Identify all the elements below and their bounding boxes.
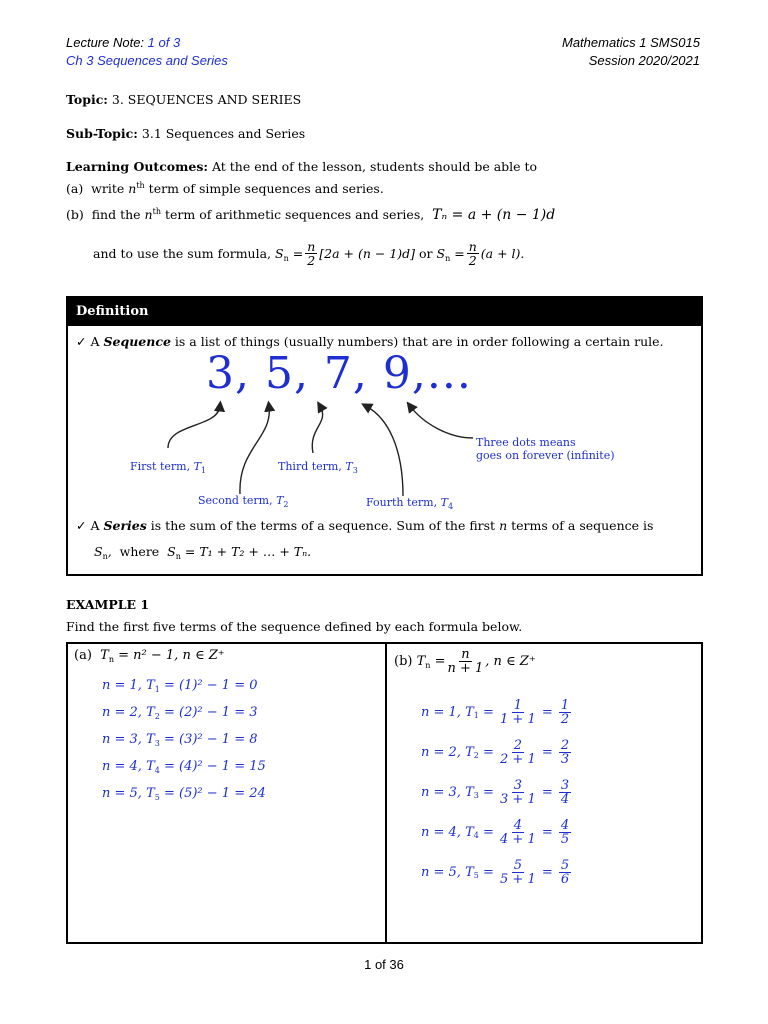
subtopic-line: Sub-Topic: 3.1 Sequences and Series — [66, 126, 306, 141]
arrow-fourth-term — [366, 406, 403, 496]
course-code: Mathematics 1 SMS015 — [561, 35, 700, 50]
outcome-sum-formula: and to use the sum formula, $S_n$ = $\frac{n}{2}$ [2a + (n − 1)d] or $S_n$ = $\frac{n}{2}$ (a + l). — [93, 238, 525, 268]
check-icon: ✓ — [76, 518, 87, 533]
outcome-b: (b) find the $n^{th}$ term of arithmetic sequences and series, Tₙ = a + (n − 1)d — [66, 207, 556, 223]
sum-formula-2: (a + l). — [480, 245, 525, 261]
label-second-term: Second term, $T_2$ — [198, 494, 289, 509]
chapter-title: Ch 3 Sequences and Series — [66, 53, 228, 68]
sequence-definition: ✓ A Sequence is a list of things (usually numbers) that are in order following a certain rule. — [76, 334, 664, 349]
series-formula-line: $S_n$, where $S_n = T_1 + T_2$ + … + Tₙ. — [94, 544, 312, 561]
part-b-row: n = 1, T 1 = $\frac{1}{1 + 1}$ = $\frac{1}{2}$ — [421, 697, 570, 727]
part-a-row: n = 3, $T_3 = (3)^2 - 1 = 8$ — [102, 732, 258, 748]
label-first-term: First term, $T_1$ — [130, 460, 207, 475]
part-b-row: n = 4, T 4 = $\frac{4}{4 + 1}$ = $\frac{4}{5}$ — [421, 817, 570, 847]
definition-heading: Definition — [68, 298, 701, 326]
page-number: 1 of 36 — [364, 957, 404, 972]
label-three-dots: Three dots means goes on forever (infinite) — [476, 436, 615, 462]
arrow-first-term — [168, 406, 220, 448]
series-formula: = T₁ + T₂ + … + Tₙ. — [184, 544, 312, 559]
part-a-formula: (a) $T_n = n^2 - 1$, n ∈ Z⁺ — [74, 648, 225, 664]
part-a-row: n = 2, $T_2 = (2)^2 - 1 = 3$ — [102, 705, 258, 721]
label-third-term: Third term, $T_3$ — [278, 460, 358, 475]
lecture-note-line: Lecture Note: 1 of 3 — [66, 35, 181, 50]
sum-formula-1: [2a + (n − 1)d] — [319, 245, 416, 261]
part-a-row: n = 1, $T_1 = (1)^2 - 1 = 0$ — [102, 678, 258, 694]
part-b-formula: (b) $T_n$ = $\frac{n}{n + 1}$ , n ∈ Z⁺ — [394, 647, 536, 676]
definition-box — [66, 296, 703, 576]
nth-term-formula: Tₙ = a + (n − 1)d — [432, 207, 556, 223]
arrow-three-dots — [410, 406, 473, 438]
arrow-second-term — [240, 406, 269, 494]
example-title: EXAMPLE 1 — [66, 597, 150, 612]
lecture-part: 1 of 3 — [147, 35, 181, 50]
outcome-a: (a) write $n^{th}$ term of simple sequences and series. — [66, 181, 384, 196]
series-definition: ✓ A Series is the sum of the terms of a sequence. Sum of the first n terms of a sequence is — [76, 518, 654, 533]
part-a-solutions — [102, 678, 266, 813]
part-b-row: n = 2, T 2 = $\frac{2}{2 + 1}$ = $\frac{2}{3}$ — [421, 737, 570, 767]
part-a-row: n = 4, $T_4 = (4)^2 - 1 = 15$ — [102, 759, 266, 775]
part-b-row: n = 3, T 3 = $\frac{3}{3 + 1}$ = $\frac{3}{4}$ — [421, 777, 570, 807]
part-a-row: n = 5, $T_5 = (5)^2 - 1 = 24$ — [102, 786, 266, 802]
table-divider — [385, 644, 387, 942]
arrow-third-term — [312, 406, 322, 453]
example-instruction: Find the first five terms of the sequence defined by each formula below. — [66, 619, 523, 634]
part-b-row: n = 5, T 5 = $\frac{5}{5 + 1}$ = $\frac{5}{6}$ — [421, 857, 570, 887]
topic-line: Topic: 3. SEQUENCES AND SERIES — [66, 92, 302, 107]
session: Session 2020/2021 — [588, 53, 700, 68]
part-b-solutions — [421, 692, 573, 892]
example-table — [66, 642, 703, 944]
learning-outcomes: Learning Outcomes: At the end of the lesson, students should be able to — [66, 159, 538, 174]
big-sequence: 3, 5, 7, 9,... — [206, 348, 472, 399]
check-icon: ✓ — [76, 334, 87, 349]
label-fourth-term: Fourth term, $T_4$ — [366, 496, 454, 511]
